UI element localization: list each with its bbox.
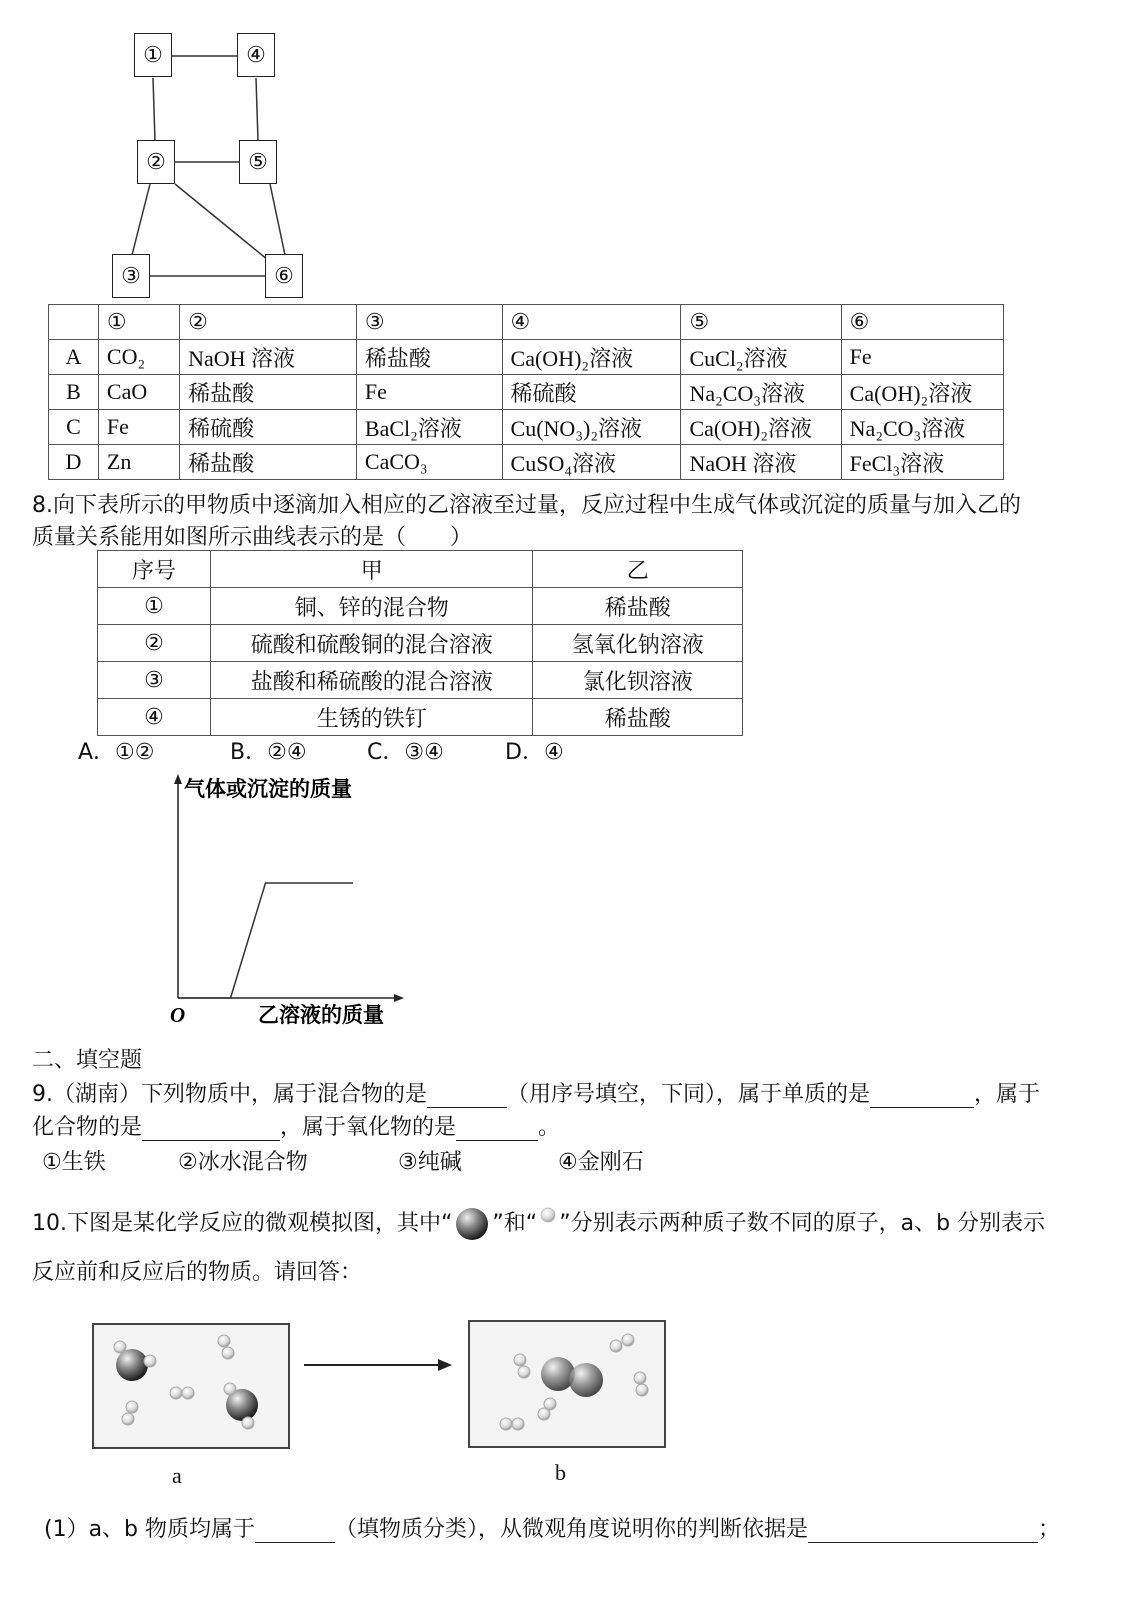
q9-item: ③纯碱 <box>398 1150 462 1175</box>
molecules-a <box>94 1325 288 1447</box>
table-row <box>49 445 1004 480</box>
table-cell: CaO <box>98 375 179 410</box>
table-cell: Ca(OH)₂溶液 <box>502 340 681 375</box>
answer-blank[interactable] <box>870 1085 974 1108</box>
table-cell: NaOH 溶液 <box>180 340 357 375</box>
q8-text-line2: 质量关系能用如图所示曲线表示的是（ ） <box>32 525 473 550</box>
label-a: a <box>172 1463 182 1488</box>
table-cell: ④ <box>502 305 681 340</box>
table-cell: ③ <box>98 662 211 699</box>
table-row <box>49 340 1004 375</box>
table-cell: Ca(OH)₂溶液 <box>841 375 1003 410</box>
substances-table <box>48 304 1004 480</box>
molecule-icon <box>224 1383 258 1429</box>
table-cell: FeCl₃溶液 <box>841 445 1003 480</box>
series-line <box>178 883 353 998</box>
q10-text: ”分别表示两种质子数不同的原子，a、b 分别表示 <box>559 1211 1046 1236</box>
table-cell <box>49 305 99 340</box>
table-cell: 序号 <box>98 551 211 588</box>
table-cell: 氯化钡溶液 <box>533 662 743 699</box>
x-axis-arrow <box>394 994 404 1002</box>
table-cell: 稀盐酸 <box>356 340 502 375</box>
y-axis-arrow <box>174 774 182 784</box>
table-cell: 稀硫酸 <box>180 410 357 445</box>
table-cell: D <box>49 445 99 480</box>
q9-line1 <box>32 1077 1040 1108</box>
table-cell: Fe <box>98 410 179 445</box>
answer-blank[interactable] <box>142 1118 280 1141</box>
q10-line2: 反应前和反应后的物质。请回答： <box>32 1260 363 1285</box>
table-header-row <box>49 305 1004 340</box>
table-cell: Na₂CO₃溶液 <box>841 410 1003 445</box>
molecule-icon <box>538 1398 556 1420</box>
molecule-icon <box>634 1372 648 1396</box>
diagram-node-5: ⑤ <box>239 140 277 184</box>
table-cell: Zn <box>98 445 179 480</box>
y-axis-label: 气体或沉淀的质量 <box>184 777 352 801</box>
q8-table <box>97 550 743 736</box>
table-cell: Cu(NO₃)₂溶液 <box>502 410 681 445</box>
diagram-node-3: ③ <box>112 254 150 298</box>
table-cell: 生锈的铁钉 <box>210 699 533 736</box>
table-cell: Fe <box>841 340 1003 375</box>
option-b: B．②④ <box>230 740 307 765</box>
table-cell: NaOH 溶液 <box>681 445 841 480</box>
table-cell: 盐酸和稀硫酸的混合溶液 <box>210 662 533 699</box>
big-atom-icon <box>452 1207 492 1241</box>
table-cell: Ca(OH)₂溶液 <box>681 410 841 445</box>
answer-blank[interactable] <box>255 1520 335 1543</box>
q10-sub1 <box>44 1512 1060 1543</box>
table-cell: CuCl₂溶液 <box>681 340 841 375</box>
x-axis-label: 乙溶液的质量 <box>258 1003 384 1027</box>
q10-text: 10.下图是某化学反应的微观模拟图，其中“ <box>32 1211 453 1236</box>
table-cell: ④ <box>98 699 211 736</box>
table-cell: CaCO₃ <box>356 445 502 480</box>
table-cell: A <box>49 340 99 375</box>
table-cell: 硫酸和硫酸铜的混合溶液 <box>210 625 533 662</box>
molecule-icon <box>541 1357 603 1397</box>
table-cell: ② <box>98 625 211 662</box>
molecule-icon <box>514 1354 530 1378</box>
table-cell: ⑤ <box>681 305 841 340</box>
table-cell: Na₂CO₃溶液 <box>681 375 841 410</box>
table-cell: BaCl₂溶液 <box>356 410 502 445</box>
q9-text: ，属于 <box>974 1082 1041 1107</box>
table-cell: Fe <box>356 375 502 410</box>
q9-text: 。 <box>538 1115 561 1140</box>
diagram-node-6: ⑥ <box>265 254 303 298</box>
label-b: b <box>555 1460 566 1485</box>
q9-text: 化合物的是 <box>32 1115 143 1140</box>
q9-item: ④金刚石 <box>558 1150 644 1175</box>
q9-text: 9.（湖南）下列物质中，属于混合物的是 <box>32 1082 427 1107</box>
option-c: C．③④ <box>367 740 444 765</box>
table-cell: ① <box>98 588 211 625</box>
mass-curve-chart <box>160 770 420 1035</box>
molecule-icon <box>114 1341 156 1381</box>
q8-text-line1: 8.向下表所示的甲物质中逐滴加入相应的乙溶液至过量，反应过程中生成气体或沉淀的质量与加入乙的 <box>32 493 1021 518</box>
table-header-row <box>98 551 743 588</box>
diagram-node-2: ② <box>137 140 175 184</box>
table-cell: 甲 <box>210 551 533 588</box>
section-title: 二、填空题 <box>32 1048 143 1073</box>
table-cell: ⑥ <box>841 305 1003 340</box>
table-cell: B <box>49 375 99 410</box>
q10-text: （填物质分类），从微观角度说明你的判断依据是 <box>335 1517 809 1542</box>
table-cell: ① <box>98 305 179 340</box>
table-cell: 氢氧化钠溶液 <box>533 625 743 662</box>
table-cell: 稀盐酸 <box>180 445 357 480</box>
option-d: D．④ <box>505 740 564 765</box>
table-cell: 铜、锌的混合物 <box>210 588 533 625</box>
q10-line1 <box>32 1206 1045 1241</box>
reaction-arrow <box>300 1355 460 1375</box>
molecule-icon <box>610 1334 634 1352</box>
diagram-node-4: ④ <box>237 33 275 77</box>
table-cell: 稀盐酸 <box>180 375 357 410</box>
q9-item: ②冰水混合物 <box>178 1150 308 1175</box>
q10-text: ； <box>1038 1517 1061 1542</box>
q9-line2 <box>32 1110 560 1141</box>
q9-item: ①生铁 <box>42 1150 106 1175</box>
answer-blank[interactable] <box>456 1118 538 1141</box>
table-cell: 稀盐酸 <box>533 588 743 625</box>
table-row <box>49 410 1004 445</box>
molecule-icon <box>500 1418 524 1430</box>
molecule-icon <box>122 1401 138 1425</box>
table-row <box>98 625 743 662</box>
answer-blank[interactable] <box>808 1520 1038 1543</box>
molecule-icon <box>170 1387 194 1399</box>
table-cell: ② <box>180 305 357 340</box>
q9-text: （用序号填空，下同），属于单质的是 <box>507 1082 871 1107</box>
table-cell: 稀盐酸 <box>533 699 743 736</box>
option-a: A．①② <box>78 740 155 765</box>
table-cell: C <box>49 410 99 445</box>
molecules-b <box>470 1322 664 1446</box>
q10-text: ”和“ <box>492 1211 538 1236</box>
molecule-icon <box>218 1335 234 1359</box>
table-row <box>98 699 743 736</box>
relation-diagram-lines <box>0 0 400 305</box>
table-cell: CuSO₄溶液 <box>502 445 681 480</box>
small-atom-icon <box>537 1206 559 1228</box>
table-cell: ③ <box>356 305 502 340</box>
answer-blank[interactable] <box>427 1085 507 1108</box>
q10-text: (1）a、b 物质均属于 <box>44 1517 256 1542</box>
table-row <box>98 588 743 625</box>
table-row <box>49 375 1004 410</box>
table-cell: CO₂ <box>98 340 179 375</box>
box-a-before <box>92 1323 290 1449</box>
origin-label: O <box>170 1003 186 1027</box>
diagram-node-1: ① <box>134 33 172 77</box>
table-cell: 稀硫酸 <box>502 375 681 410</box>
table-cell: 乙 <box>533 551 743 588</box>
table-row <box>98 662 743 699</box>
q9-text: ，属于氧化物的是 <box>280 1115 457 1140</box>
box-b-after <box>468 1320 666 1448</box>
